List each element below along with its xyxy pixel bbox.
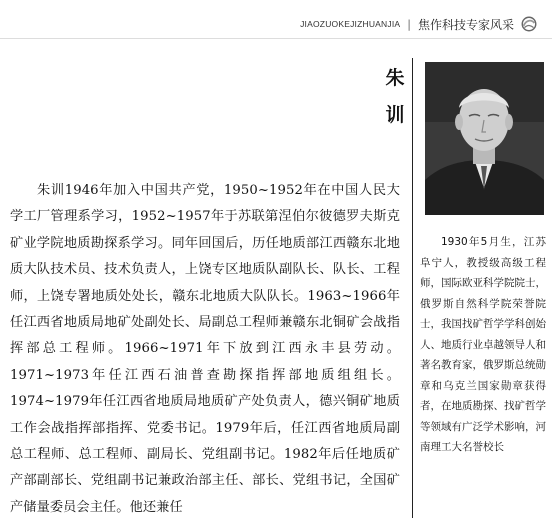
header-separator: | [407, 17, 411, 31]
person-name-char-2: 训 [385, 104, 405, 126]
column-divider [412, 58, 413, 518]
header-latin-text: JIAOZUOKEJIZHUANJIA [300, 19, 401, 29]
portrait-photo [425, 62, 544, 215]
page-header [300, 14, 538, 34]
swirl-logo-icon [520, 15, 538, 33]
header-title: 焦作科技专家风采 [417, 17, 514, 32]
header-rule [0, 38, 552, 39]
person-name-char-1: 朱 [385, 67, 405, 89]
bio-caption: 1930年5月生，江苏阜宁人，教授级高级工程师，国际欧亚科学院院士，俄罗斯自然科学院荣誉院士，我国找矿哲学学科创始人、地质行业卓越领导人和著名教育家，俄罗斯总统勋章和乌克兰国家勋章获得者，在地质勘探、找矿哲学等领域有广泛学术影响，河南理工大名誉校长 [420, 236, 546, 453]
portrait-illustration [425, 62, 544, 215]
biography-text: 朱训1946年加入中国共产党，1950~1952年在中国人民大学工厂管理系学习，1952~1957年于苏联第涅伯尔彼德罗夫斯克矿业学院地质勘探系学习。同年回国后，历任地质部江西赣东北地质大队技术员、技术负责人，上饶专区地质队副队长、队长、工程师，上饶专署地质处处长，赣东北地质大队队长。1963~1966年任江西省地质局地矿处副处长、局副总工程师兼赣东北铜矿会战指挥部总工程师。1966~1971年下放到江西永丰县劳动。1971~1973年任江西石油普查勘探指挥部地质组组长。1974~1979年任江西省地质局地质矿产处负责人，德兴铜矿地质工作会战指挥部指挥、党委书记。1979年后，任江西省地质局副总工程师、总工程师、副局长、党组副书记。1982年后任地质矿产部副部长、党组副书记兼政治部主任、部长、党组书记，全国矿产储量委员会主任。他还兼任 [10, 183, 400, 515]
person-name [380, 60, 410, 134]
